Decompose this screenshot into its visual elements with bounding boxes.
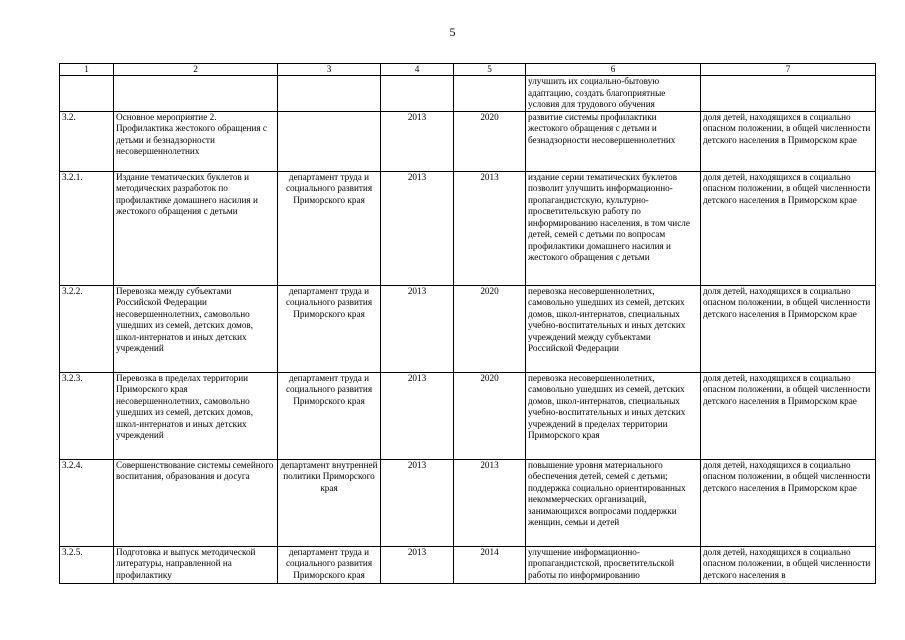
- cell-executor: [278, 76, 381, 112]
- page-number: 5: [449, 25, 456, 39]
- cell-end: 2013: [454, 459, 526, 546]
- cell-name: Подготовка и выпуск методической литературы, направленной на профилактику: [114, 546, 278, 583]
- cell-end: 2020: [454, 285, 526, 372]
- cell-num: [60, 76, 114, 112]
- program-table: [59, 63, 876, 584]
- cell-executor: департамент труда и социального развития Приморского края: [278, 285, 381, 372]
- header-cell: 7: [701, 64, 876, 76]
- table-row: [60, 111, 876, 171]
- cell-executor: [278, 111, 381, 171]
- cell-executor: департамент труда и социального развития Приморского края: [278, 171, 381, 285]
- cell-result: развитие системы профилактики жестокого обращения с детьми и безнадзорности несовершеннолетних: [526, 111, 701, 171]
- cell-start: 2013: [381, 372, 454, 459]
- cell-start: 2013: [381, 111, 454, 171]
- header-cell: 2: [114, 64, 278, 76]
- cell-indicator: [701, 76, 876, 112]
- cell-num: 3.2.5.: [60, 546, 114, 583]
- cell-executor: департамент труда и социального развития Приморского края: [278, 372, 381, 459]
- cell-result: перевозка несовершеннолетних, самовольно ушедших из семей, детских домов, школ-интернатов, специальных учебно-воспитательных и иных детских учреждений между субъектами Российской Федерации: [526, 285, 701, 372]
- header-row: [60, 64, 876, 76]
- table-row: [60, 285, 876, 372]
- cell-name: [114, 76, 278, 112]
- cell-start: 2013: [381, 459, 454, 546]
- cell-result: улучшить их социально-бытовую адаптацию, создать благоприятные условия для трудового обучения: [526, 76, 701, 112]
- cell-start: 2013: [381, 171, 454, 285]
- cell-indicator: доля детей, находящихся в социально опасном положении, в общей численности детского населения в Приморском крае: [701, 459, 876, 546]
- cell-start: 2013: [381, 546, 454, 583]
- cell-num: 3.2.: [60, 111, 114, 171]
- cell-indicator: доля детей, находящихся в социально опасном положении, в общей численности детского населения в Приморском крае: [701, 285, 876, 372]
- cell-result: улучшение информационно-пропагандистской, просветительской работы по информированию: [526, 546, 701, 583]
- cell-start: 2013: [381, 285, 454, 372]
- cell-num: 3.2.4.: [60, 459, 114, 546]
- table-row: [60, 171, 876, 285]
- cell-indicator: доля детей, находящихся в социально опасном положении, в общей численности детского населения в: [701, 546, 876, 583]
- cell-num: 3.2.3.: [60, 372, 114, 459]
- cell-num: 3.2.2.: [60, 285, 114, 372]
- table-row: [60, 372, 876, 459]
- cell-executor: департамент внутренней политики Приморского края: [278, 459, 381, 546]
- header-cell: 6: [526, 64, 701, 76]
- table-row: [60, 546, 876, 583]
- header-cell: 1: [60, 64, 114, 76]
- cell-indicator: доля детей, находящихся в социально опасном положении, в общей численности детского населения в Приморском крае: [701, 372, 876, 459]
- cell-end: 2013: [454, 171, 526, 285]
- header-cell: 4: [381, 64, 454, 76]
- cell-indicator: доля детей, находящихся в социально опасном положении, в общей численности детского населения в Приморском крае: [701, 171, 876, 285]
- cell-num: 3.2.1.: [60, 171, 114, 285]
- cell-result: повышение уровня материального обеспечения детей, семей с детьми; поддержка социально ориентированных некоммерческих организаций, занимающихся вопросами поддержки женщин, семьи и детей: [526, 459, 701, 546]
- cell-end: 2020: [454, 372, 526, 459]
- cell-end: [454, 76, 526, 112]
- table-row-continuation: [60, 76, 876, 112]
- cell-start: [381, 76, 454, 112]
- cell-name: Основное мероприятие 2. Профилактика жестокого обращения с детьми и безнадзорности несовершеннолетних: [114, 111, 278, 171]
- cell-name: Перевозка в пределах территории Приморского края несовершеннолетних, самовольно ушедших из семей, детских домов, школ-интернатов и иных детских учреждений: [114, 372, 278, 459]
- header-cell: 5: [454, 64, 526, 76]
- cell-end: 2014: [454, 546, 526, 583]
- cell-name: Издание тематических буклетов и методических разработок по профилактике домашнего насилия и жестокого обращения с детьми: [114, 171, 278, 285]
- cell-indicator: доля детей, находящихся в социально опасном положении, в общей численности детского населения в Приморском крае: [701, 111, 876, 171]
- cell-end: 2020: [454, 111, 526, 171]
- table-row: [60, 459, 876, 546]
- cell-executor: департамент труда и социального развития Приморского края: [278, 546, 381, 583]
- cell-name: Перевозка между субъектами Российской Федерации несовершеннолетних, самовольно ушедших из семей, детских домов, школ-интернатов и иных детских учреждений: [114, 285, 278, 372]
- header-cell: 3: [278, 64, 381, 76]
- cell-result: издание серии тематических буклетов позволит улучшить информационно-пропагандистскую, культурно-просветительскую работу по информированию населения, в том числе детей, семей с детьми по вопросам профилактики домашнего насилия и жестокого обращения с детьми: [526, 171, 701, 285]
- cell-name: Совершенствование системы семейного воспитания, образования и досуга: [114, 459, 278, 546]
- cell-result: перевозка несовершеннолетних, самовольно ушедших из семей, детских домов, школ-интернатов, специальных учебно-воспитательных и иных детских учреждений в пределах территории Приморского края: [526, 372, 701, 459]
